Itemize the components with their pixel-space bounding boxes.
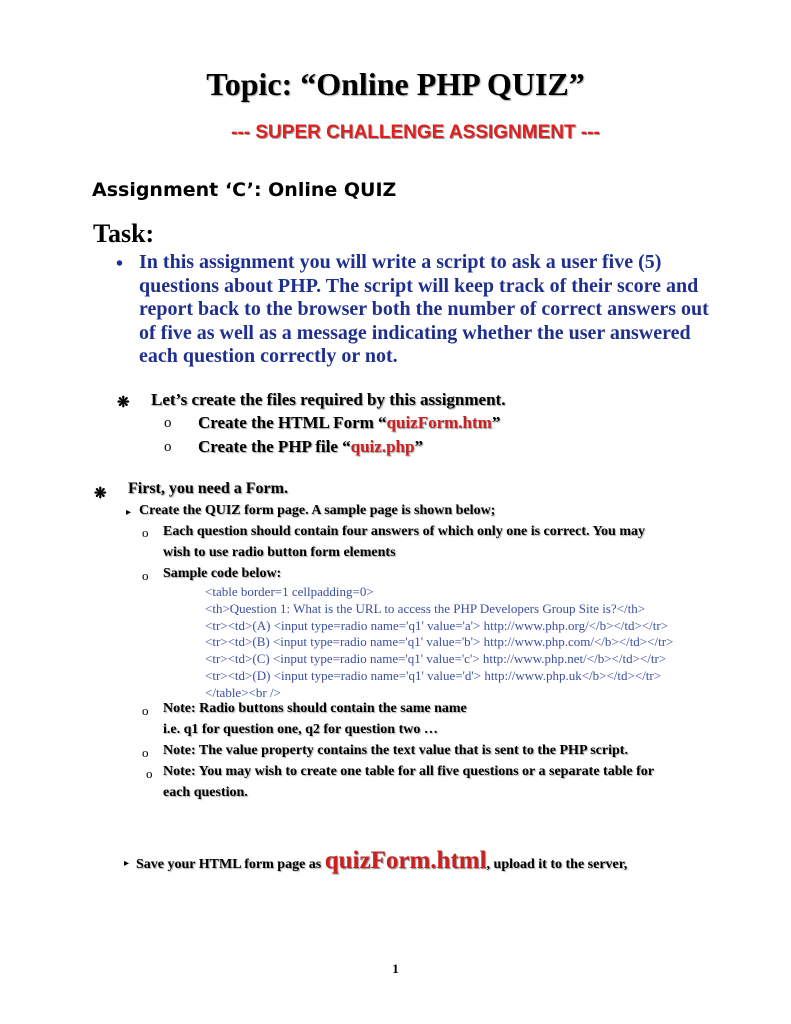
code-line: <tr><td>(C) <input type=radio name='q1' value='c'> http://www.php.net/</b></td></tr> bbox=[205, 651, 667, 667]
item-suffix: ” bbox=[414, 437, 423, 456]
save-filename: quizForm.html bbox=[324, 847, 487, 874]
php-filename: quiz.php bbox=[350, 437, 415, 456]
circle-bullet-icon: o bbox=[142, 745, 149, 760]
note-value: Note: The value property contains the text value that is sent to the PHP script. bbox=[163, 743, 628, 758]
save-instruction bbox=[136, 847, 627, 875]
item-prefix: Create the HTML Form “ bbox=[198, 413, 387, 432]
note-radio-line2: i.e. q1 for question one, q2 for question two … bbox=[163, 722, 438, 737]
circle-bullet-icon: o bbox=[146, 766, 153, 781]
item-suffix: ” bbox=[491, 413, 501, 432]
files-item-php bbox=[198, 437, 423, 457]
star-bullet-icon: ❋ bbox=[94, 486, 107, 502]
star-bullet-icon: ❋ bbox=[117, 395, 130, 411]
note-table-line1: Note: You may wish to create one table for all five questions or a separate table for bbox=[163, 764, 654, 779]
code-line: <tr><td>(B) <input type=radio name='q1' value='b'> http://www.php.com/</b></td></tr> bbox=[205, 634, 674, 650]
page-title: Topic: “Online PHP QUIZ” bbox=[206, 66, 585, 102]
form-heading: First, you need a Form. bbox=[128, 480, 288, 497]
each-question-line2: wish to use radio button form elements bbox=[163, 545, 396, 560]
assignment-heading: Assignment ‘C’: Online QUIZ bbox=[92, 179, 397, 201]
code-line: <table border=1 cellpadding=0> bbox=[205, 584, 374, 599]
note-radio-line1: Note: Radio buttons should contain the same name bbox=[163, 701, 467, 716]
note-table-line2: each question. bbox=[163, 785, 248, 800]
code-line: <th>Question 1: What is the URL to access the PHP Developers Group Site is?</th> bbox=[205, 600, 646, 616]
circle-bullet-icon: o bbox=[142, 525, 149, 540]
circle-bullet-icon: o bbox=[164, 439, 172, 455]
intro-line: In this assignment you will write a script to ask a user five (5) bbox=[139, 251, 662, 273]
arrow-right-icon: ▸ bbox=[124, 858, 130, 869]
sample-code-label: Sample code below: bbox=[163, 566, 282, 581]
task-intro bbox=[139, 251, 749, 369]
code-line: <tr><td>(A) <input type=radio name='q1' value='a'> http://www.php.org/</b></td></tr> bbox=[205, 617, 669, 633]
item-prefix: Create the PHP file “ bbox=[198, 437, 351, 456]
intro-line: questions about PHP. The script will keep track of their score and bbox=[139, 274, 699, 297]
code-line: <tr><td>(D) <input type=radio name='q1' value='d'> http://www.php.uk</b></td></tr> bbox=[205, 667, 662, 683]
form-subheading: Create the QUIZ form page. A sample page is shown below; bbox=[139, 503, 496, 518]
page-subtitle: --- SUPER CHALLENGE ASSIGNMENT --- bbox=[231, 122, 600, 143]
sample-code-block bbox=[205, 584, 673, 702]
arrow-right-icon: ▸ bbox=[126, 507, 132, 518]
circle-bullet-icon: o bbox=[142, 703, 149, 718]
files-heading: Let’s create the files required by this assignment. bbox=[151, 390, 506, 409]
save-suffix: , upload it to the server, bbox=[486, 857, 628, 872]
intro-line: report back to the browser both the number of correct answers out bbox=[139, 298, 709, 321]
bullet-icon: • bbox=[116, 253, 124, 275]
html-filename: quizForm.htm bbox=[386, 413, 492, 432]
page-number: 1 bbox=[392, 961, 399, 976]
save-prefix: Save your HTML form page as bbox=[136, 857, 325, 872]
task-heading: Task: bbox=[93, 219, 155, 248]
each-question-line1: Each question should contain four answers of which only one is correct. You may bbox=[163, 524, 646, 539]
intro-line: each question correctly or not. bbox=[139, 345, 398, 368]
circle-bullet-icon: o bbox=[164, 415, 172, 431]
code-line: </table><br /> bbox=[205, 684, 281, 700]
files-item-html bbox=[198, 413, 500, 433]
intro-line: of five as well as a message indicating whether the user answered bbox=[139, 321, 691, 344]
circle-bullet-icon: o bbox=[142, 568, 149, 583]
